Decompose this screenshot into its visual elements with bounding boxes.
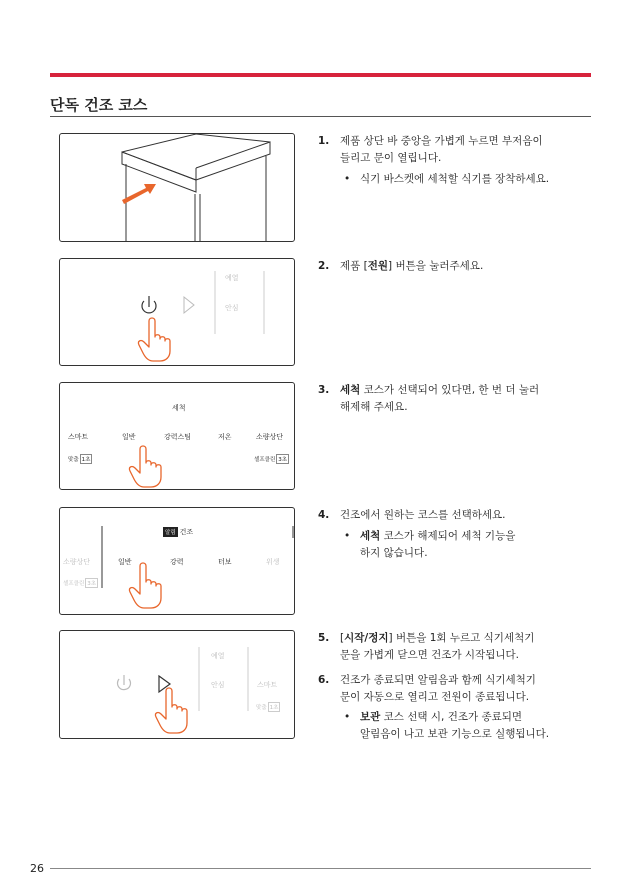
footer-divider: [50, 868, 591, 869]
control-panel-wash-course: [59, 382, 295, 490]
course-power: 강력: [170, 558, 184, 566]
course-small-top: 소량상단: [256, 433, 284, 441]
header-accent-bar: [50, 73, 591, 77]
label-preheat: 예열: [211, 652, 225, 660]
label-self-clean: 셀프클린 3초: [254, 454, 289, 464]
section-title: 단독 건조 코스: [50, 96, 148, 114]
course-smart: 스마트: [68, 433, 89, 441]
course-low-temp: 저온: [218, 433, 232, 441]
step-2: 2. 제품 [전원] 버튼을 눌러주세요.: [318, 260, 484, 272]
step-4: 4. 건조에서 원하는 코스를 선택하세요.: [318, 509, 506, 521]
control-panel-dry-course: [59, 507, 295, 615]
label-custom: 맞춤 1초: [68, 454, 92, 464]
title-divider: [50, 116, 591, 117]
step-1: 1. 제품 상단 바 중앙을 가볍게 누르면 부저음이 들리고 문이 열립니다.: [318, 135, 543, 164]
course-sanitize: 위생: [266, 558, 280, 566]
hand-pointer-icon: [138, 318, 170, 361]
label-preheat: 예열: [225, 274, 239, 282]
course-power-steam: 강력스팀: [164, 433, 192, 441]
course-normal: 일반: [118, 558, 132, 566]
course-small-top: 소량상단: [63, 558, 91, 566]
step-1-note: • 식기 바스켓에 세척할 식기를 장착하세요.: [344, 173, 550, 185]
label-safe: 안심: [211, 681, 225, 689]
label-safe: 안심: [225, 304, 239, 312]
label-wash: 세척: [172, 404, 186, 412]
power-icon: [142, 296, 156, 313]
hand-pointer-icon: [129, 563, 161, 608]
step-4-note: • 세척 코스가 해제되어 세척 기능을 하지 않습니다.: [344, 530, 516, 559]
label-self-clean: 셀프클린 3초: [63, 578, 98, 588]
course-turbo: 터보: [218, 558, 232, 566]
label-dry: 알림 건조: [165, 528, 194, 536]
step-3: 3. 세척 코스가 선택되어 있다면, 한 번 더 눌러 해제해 주세요.: [318, 384, 540, 413]
course-normal: 일반: [122, 433, 136, 441]
hand-pointer-icon: [129, 446, 161, 487]
illustration-dishwasher-open: [59, 133, 295, 242]
arrow-icon: [122, 184, 156, 204]
play-icon: [184, 297, 194, 313]
hand-pointer-icon: [155, 688, 187, 733]
label-smart: 스마트: [257, 681, 278, 689]
label-custom: 맞춤 1초: [256, 702, 280, 712]
control-panel-start: [59, 630, 295, 739]
power-icon: [118, 675, 131, 690]
page-number: 26: [30, 862, 44, 875]
control-panel-power: [59, 258, 295, 366]
step-6: 6. 건조가 종료되면 알림음과 함께 식기세척기 문이 자동으로 열리고 전원이 종료됩니다.: [318, 674, 536, 703]
step-5: 5. [시작/정지] 버튼을 1회 누르고 식기세척기 문을 가볍게 닫으면 건조가 시작됩니다.: [318, 632, 535, 661]
step-6-note: • 보관 코스 선택 시, 건조가 종료되면 알림음이 나고 보관 기능으로 실행됩니다.: [344, 711, 550, 740]
